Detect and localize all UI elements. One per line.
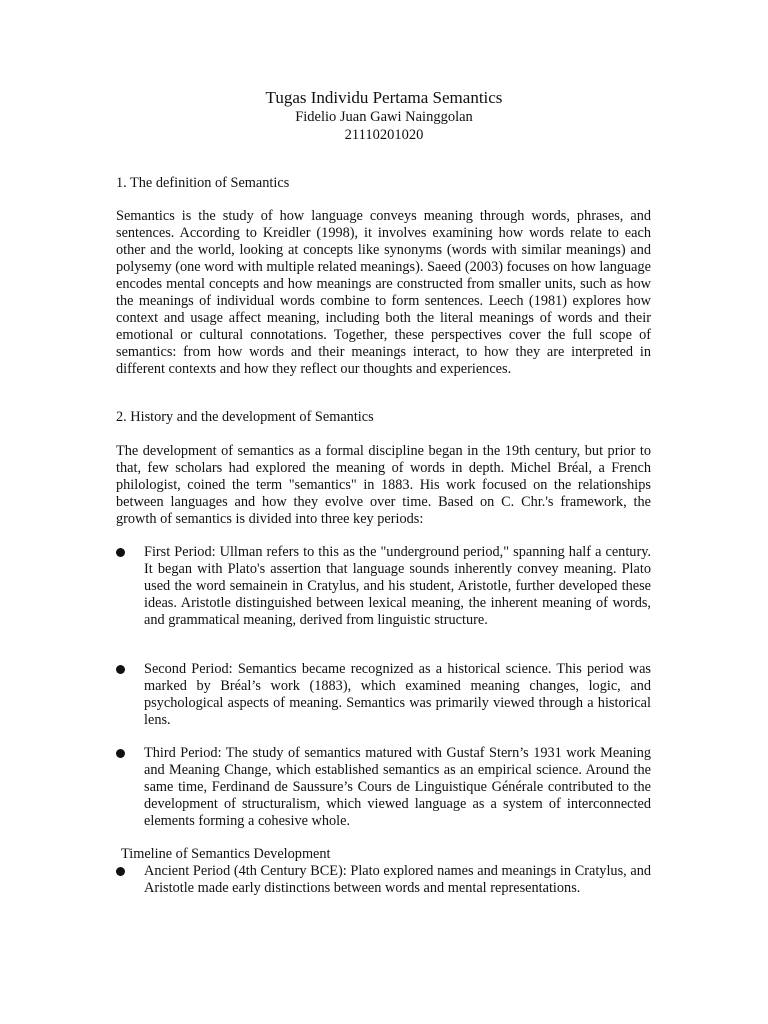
period-text: Third Period: The study of semantics matured with Gustaf Stern’s 1931 work Meaning and Meaning Change, which established semantics as an empirical science. Around the same time, Ferdinand de Saussure’s Cours de Linguistique Générale contributed to the development of structuralism, which viewed language as a system of interconnected elements forming a cohesive whole. [144,745,651,829]
timeline-list [116,863,651,897]
history-paragraph: The development of semantics as a formal discipline began in the 19th century, but prior to that, few scholars had explored the meaning of words in depth. Michel Bréal, a French philologist, coined the term "semantics" in 1883. His work focused on the relationships between languages and how they evolve over time. Based on C. Chr.'s framework, the growth of semantics is divided into three key periods: [116,443,651,527]
period-text: Second Period: Semantics became recognized as a historical science. This period was marked by Bréal’s work (1883), which examined meaning changes, logic, and psychological aspects of meaning. Semantics was primarily viewed through a historical lens. [144,661,651,728]
bullet-icon [116,867,125,876]
list-item [116,661,651,729]
section-heading: 1. The definition of Semantics [116,175,290,191]
timeline-text: Ancient Period (4th Century BCE): Plato explored names and meanings in Cratylus, and Aristotle made early distinctions between words and mental representations. [144,863,651,896]
period-2-block [116,661,651,729]
timeline-heading-block [121,846,656,863]
bullet-icon [116,749,125,758]
definition-paragraph-block [116,208,651,378]
list-item [116,745,651,830]
document-header [0,88,768,144]
timeline-heading: Timeline of Semantics Development [121,846,331,862]
bullet-icon [116,665,125,674]
section-history [116,409,651,426]
list-item [116,863,651,897]
section-definition [116,175,651,192]
document-title: Tugas Individu Pertama Semantics [265,88,503,107]
definition-paragraph: Semantics is the study of how language conveys meaning through words, phrases, and sentences. According to Kreidler (1998), it involves examining how words relate to each other and the world, looking at concepts like synonyms (words with similar meanings) and polysemy (one word with multiple related meanings). Saeed (2003) focuses on how language encodes mental concepts and how meanings are constructed from smaller units, such as how the meanings of individual words combine to form sentences. Leech (1981) explores how context and usage affect meaning, including both the literal meanings of words and their emotional or cultural connotations. Together, these perspectives cover the full scope of semantics: from how words and their meanings interact, to how they are interpreted in different contexts and how they reflect our thoughts and experiences. [116,208,651,377]
period-1-block [116,544,651,629]
period-list [116,544,651,629]
period-list [116,745,651,830]
bullet-icon [116,548,125,557]
period-list [116,661,651,729]
author-name: Fidelio Juan Gawi Nainggolan [295,109,473,125]
period-text: First Period: Ullman refers to this as the "underground period," spanning half a century. It began with Plato's assertion that language sounds inherently convey meaning. Plato used the word semainein in Cratylus, and his student, Aristotle, further developed these ideas. Aristotle distinguished between lexical meaning, the inherent meaning of words, and grammatical meaning, derived from linguistic structure. [144,544,651,628]
timeline-block [116,863,651,897]
history-paragraph-block [116,443,651,528]
student-id: 21110201020 [344,127,424,143]
list-item [116,544,651,629]
section-heading: 2. History and the development of Semantics [116,409,374,425]
period-3-block [116,745,651,830]
